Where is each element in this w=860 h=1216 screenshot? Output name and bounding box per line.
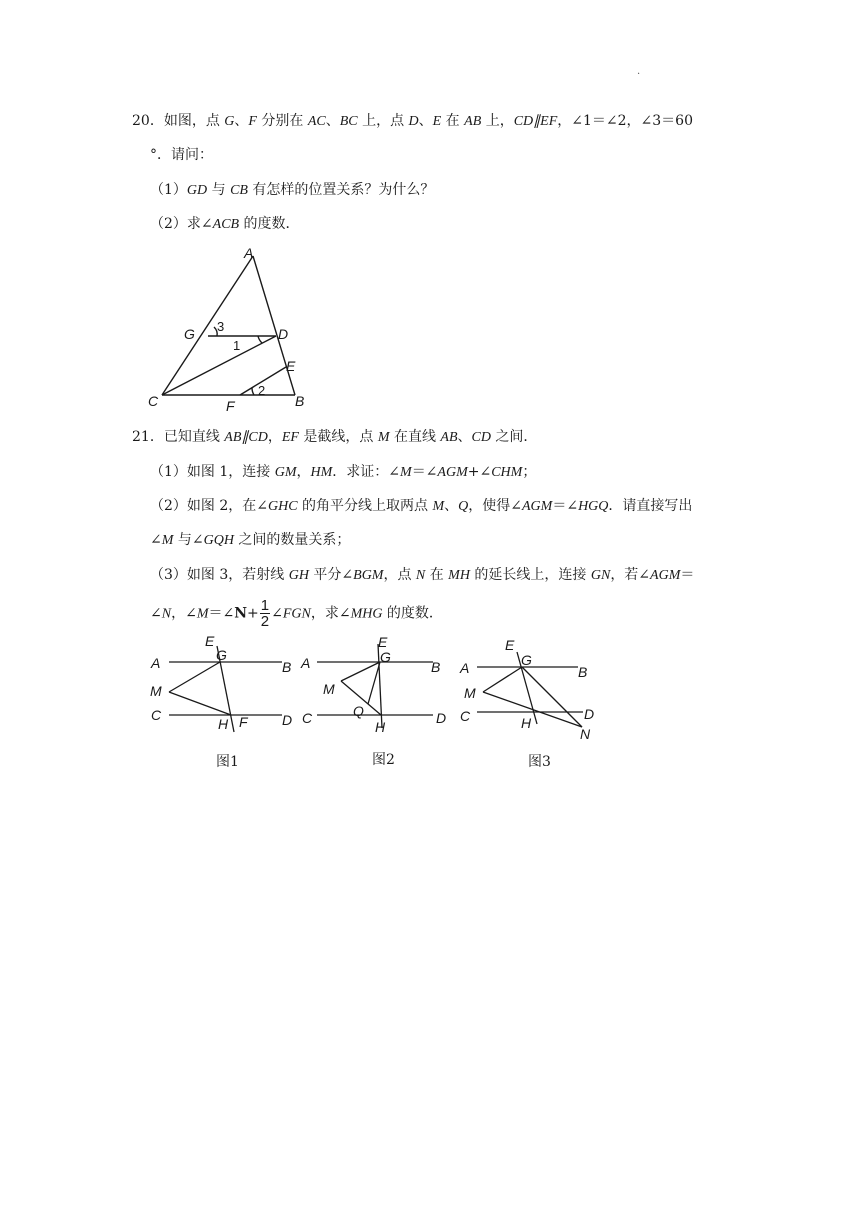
label-D: D xyxy=(278,326,289,342)
segment-AC xyxy=(162,256,253,395)
label-A: A xyxy=(244,245,254,261)
fig1-label-F: F xyxy=(239,714,248,730)
label-angle-1: 1 xyxy=(233,338,241,353)
segment-MH xyxy=(169,692,231,715)
fig1-label-C: C xyxy=(151,707,162,723)
label-G: G xyxy=(184,326,195,342)
fig2-label-Q: Q xyxy=(353,703,364,719)
fig3-label-M: M xyxy=(464,685,476,701)
q20-stem-line2: °．请问： xyxy=(150,147,213,163)
fig1-label-G: G xyxy=(216,647,227,663)
fig3-label-C: C xyxy=(460,708,471,724)
fig3-label-A: A xyxy=(460,660,470,676)
fig2-label-A: A xyxy=(301,655,311,671)
fraction-one-half: $\frac{1}{2}$ xyxy=(260,597,270,630)
fig1-label-E: E xyxy=(205,633,215,649)
fig3-label-N: N xyxy=(580,726,591,742)
q21-stem: 21．已知直线 AB∥CD，EF 是截线，点 M 在直线 AB、CD 之间． xyxy=(132,429,538,445)
fig1-label-A: A xyxy=(151,655,161,671)
segment-MG xyxy=(483,667,522,692)
q21-part2-line2: ∠M 与∠GQH 之间的数量关系； xyxy=(150,532,351,548)
angle-1-arc xyxy=(258,336,262,343)
fig1-label-B: B xyxy=(282,659,292,675)
q21-part3-line2: ∠N，∠M＝∠N+ $\frac{1}{2}$ ∠FGN，求∠MHG 的度数． xyxy=(150,597,443,630)
segment-GQ xyxy=(368,662,380,704)
q20-triangle-figure xyxy=(140,240,320,415)
fig2-caption: 图2 xyxy=(372,752,395,768)
angle-2-arc xyxy=(252,388,254,395)
fig2-label-B: B xyxy=(431,659,441,675)
fig2-label-D: D xyxy=(436,710,447,726)
label-angle-3: 3 xyxy=(217,319,225,334)
fig3-label-H: H xyxy=(521,715,532,731)
label-F: F xyxy=(226,398,235,414)
segment-MG xyxy=(341,662,380,681)
segment-MN xyxy=(483,692,582,727)
q20-part2: （2）求∠ACB 的度数． xyxy=(150,216,300,232)
fig3-label-D: D xyxy=(584,706,595,722)
q21-figure-1 xyxy=(145,632,305,742)
fig2-label-G: G xyxy=(380,649,391,665)
fig2-label-C: C xyxy=(302,710,313,726)
fig1-label-D: D xyxy=(282,712,293,728)
label-C: C xyxy=(148,393,159,409)
label-angle-2: 2 xyxy=(258,383,266,398)
label-B: B xyxy=(295,393,305,409)
page-dot: . xyxy=(637,66,641,77)
fig1-label-H: H xyxy=(218,716,229,732)
q21-part1: （1）如图 1，连接 GM，HM．求证：∠M＝∠AGM+∠CHM； xyxy=(150,464,537,480)
fig1-caption: 图1 xyxy=(216,754,239,770)
label-E: E xyxy=(286,358,296,374)
q21-figure-3 xyxy=(455,632,615,742)
fig1-label-M: M xyxy=(150,683,162,699)
fig3-caption: 图3 xyxy=(528,754,551,770)
fig2-label-E: E xyxy=(378,634,388,650)
fig3-label-E: E xyxy=(505,637,515,653)
q20-stem-line1: 20．如图，点 G、F 分别在 AC、BC 上，点 D、E 在 AB 上，CD∥EF，∠1＝∠2，∠3＝60 xyxy=(132,113,693,129)
q20-part1: （1）GD 与 CB 有怎样的位置关系？为什么？ xyxy=(150,182,435,198)
q21-figure-2 xyxy=(295,632,455,742)
fig2-label-H: H xyxy=(375,719,386,735)
q21-part3-line1: （3）如图 3，若射线 GH 平分∠BGM，点 N 在 MH 的延长线上，连接 GN，若∠AGM＝ xyxy=(150,567,695,583)
fig3-label-G: G xyxy=(521,652,532,668)
segment-MG xyxy=(169,662,220,692)
q21-part2-line1: （2）如图 2，在∠GHC 的角平分线上取两点 M、Q，使得∠AGM＝∠HGQ．请直接写出 xyxy=(150,498,693,514)
fig2-label-M: M xyxy=(323,681,335,697)
fig3-label-B: B xyxy=(578,664,588,680)
